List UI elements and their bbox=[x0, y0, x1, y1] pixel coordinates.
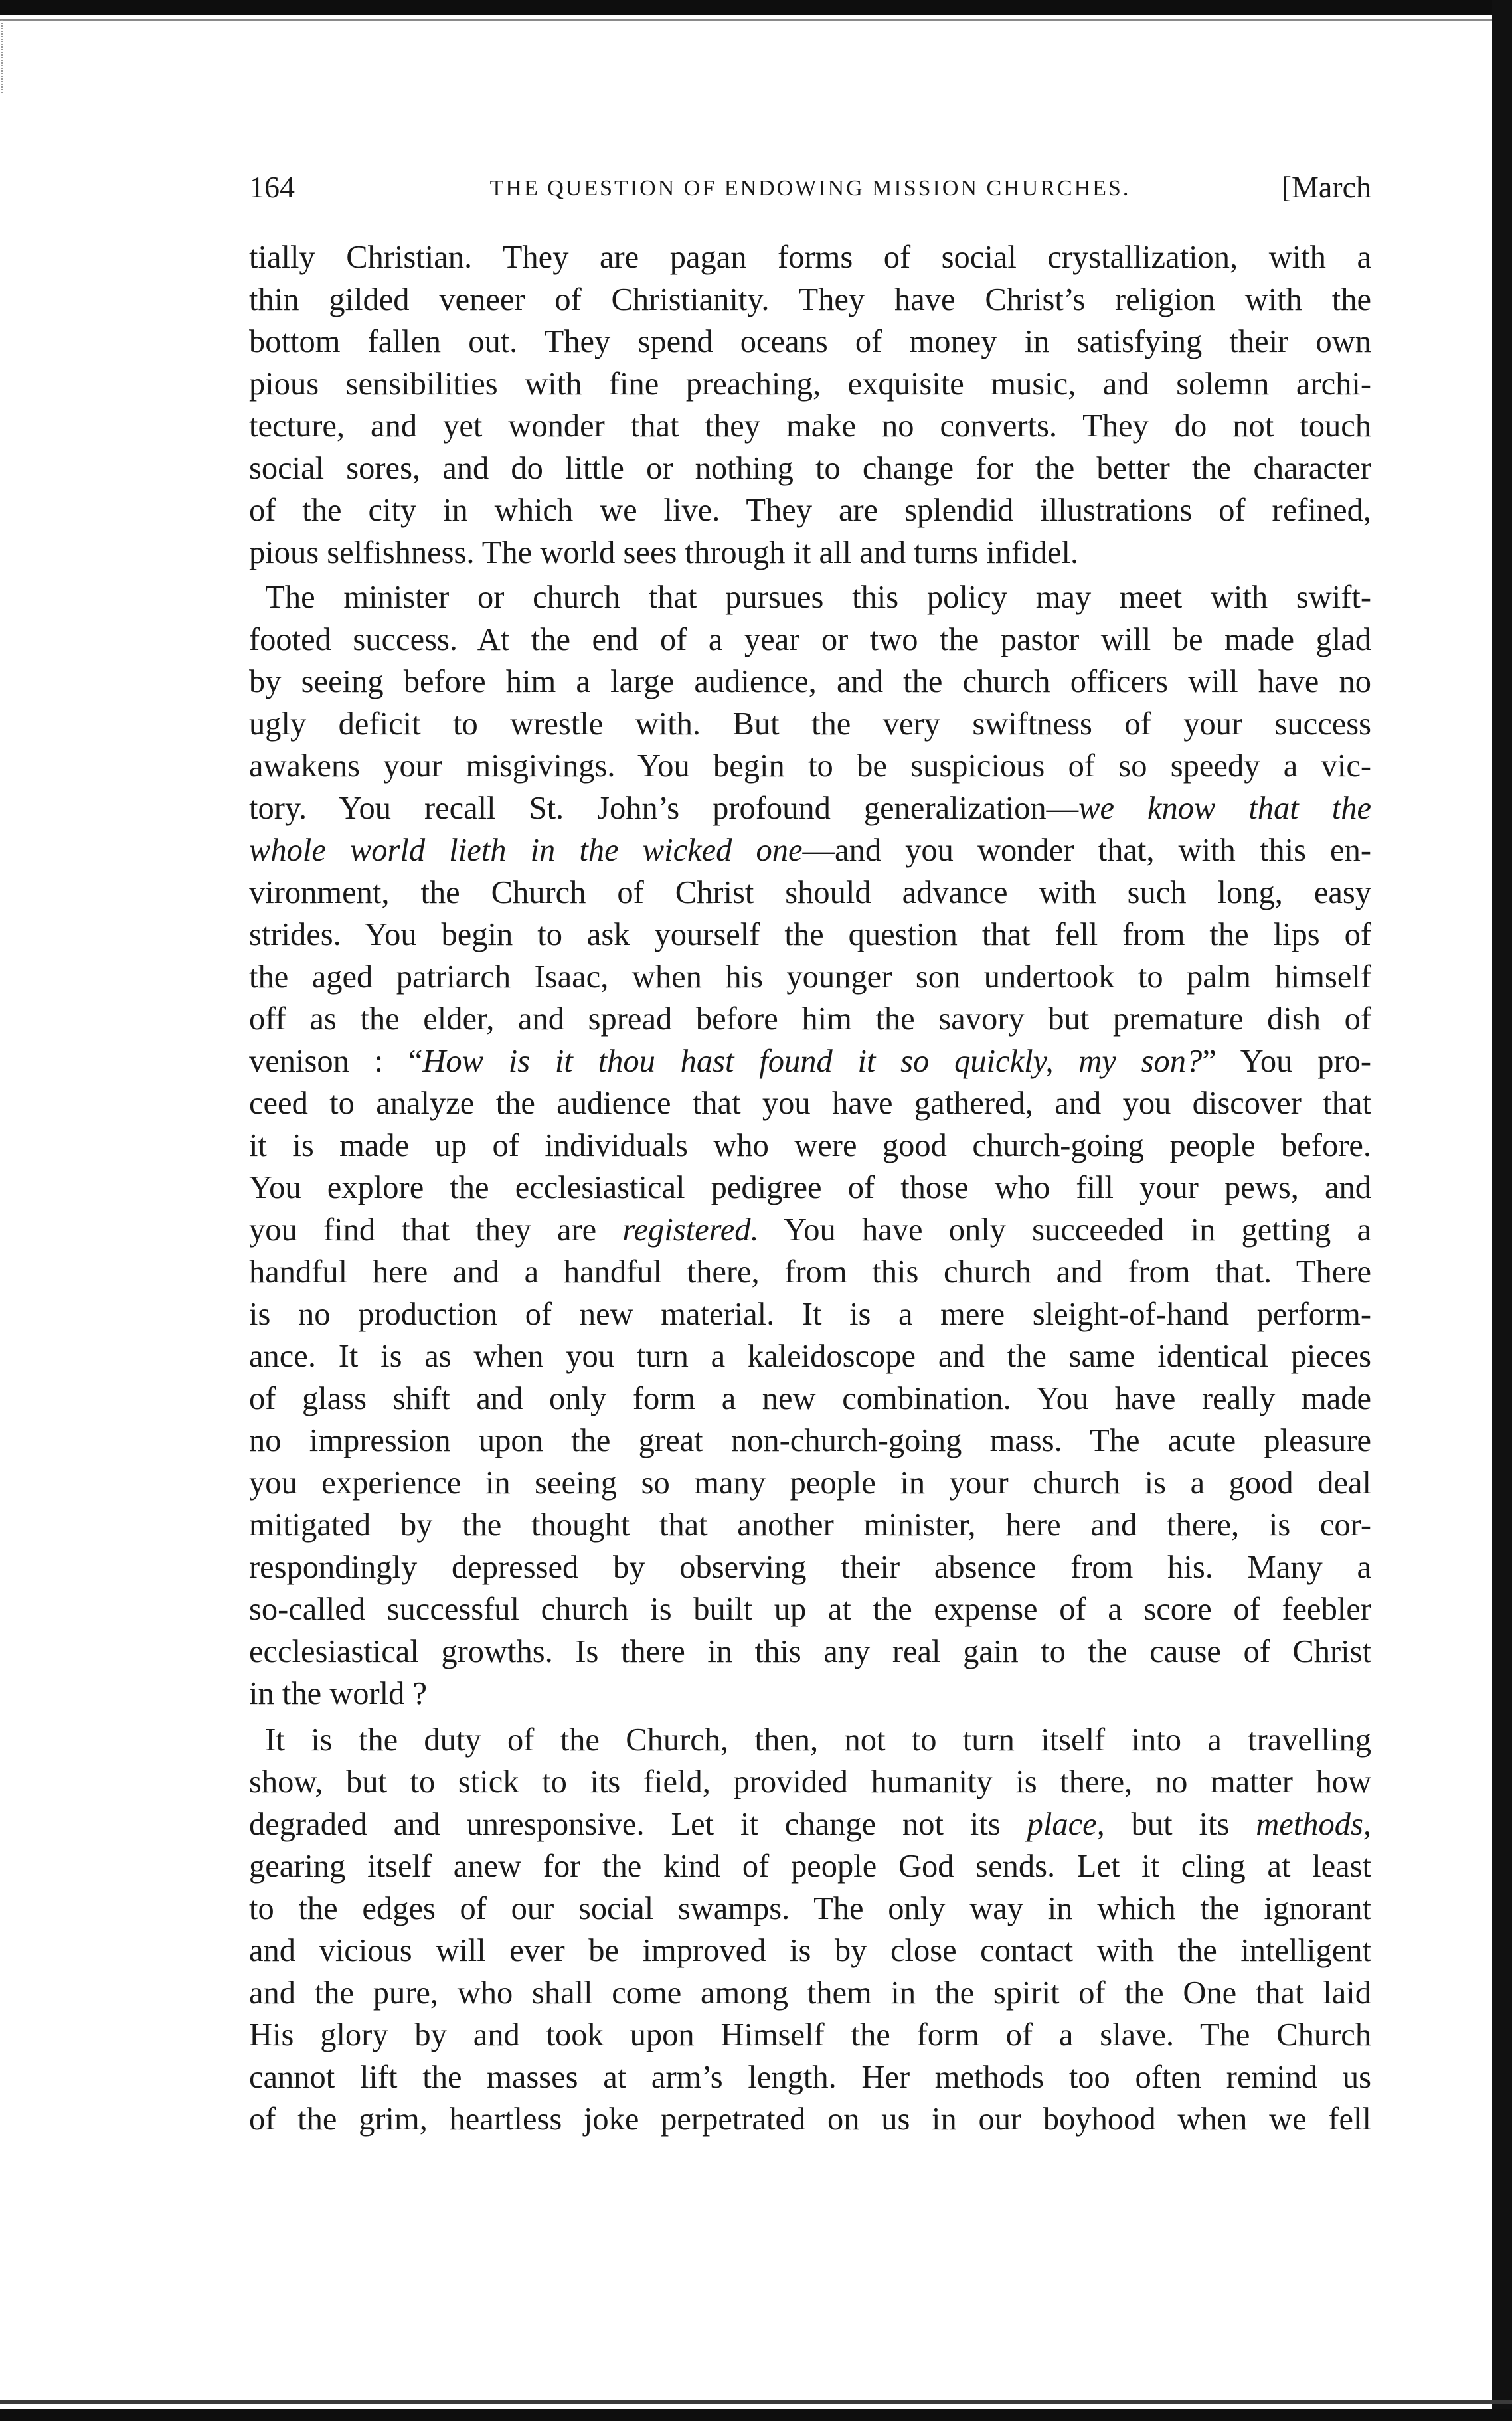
text-line: The minister or church that pursues this policy may meet with swift- bbox=[265, 580, 1371, 615]
text-line: pious sensibilities with fine preaching, exquisite music, and solemn archi- bbox=[249, 366, 1371, 402]
text-line: of the grim, heartless joke perpetrated on us in our boyhood when we fell bbox=[249, 2102, 1371, 2137]
text-line: in the world ? bbox=[249, 1676, 428, 1711]
paragraph bbox=[249, 1719, 1371, 2141]
text-line: strides. You begin to ask yourself the question that fell from the lips of bbox=[249, 917, 1371, 952]
text-line: ecclesiastical growths. Is there in this any real gain to the cause of Christ bbox=[249, 1633, 1371, 1669]
text-line: tially Christian. They are pagan forms of social crystallization, with a bbox=[249, 240, 1371, 275]
text-line: by seeing before him a large audience, and the church officers will have no bbox=[249, 664, 1371, 699]
text-line: His glory by and took upon Himself the form of a slave. The Church bbox=[249, 2017, 1371, 2052]
text-line: tecture, and yet wonder that they make no converts. They do not touch bbox=[249, 408, 1371, 444]
paragraph bbox=[249, 576, 1371, 1715]
text-line: awakens your misgivings. You begin to be suspicious of so speedy a vic- bbox=[249, 748, 1371, 784]
text-line: mitigated by the thought that another minister, here and there, is cor- bbox=[249, 1507, 1371, 1543]
body-text bbox=[249, 236, 1371, 2141]
running-month: [March bbox=[1281, 170, 1371, 204]
paragraph bbox=[249, 236, 1371, 574]
text-line: and vicious will ever be improved is by close contact with the intelligent bbox=[249, 1933, 1371, 1968]
text-line: social sores, and do little or nothing to change for the better the character bbox=[249, 450, 1371, 486]
text-line: gearing itself anew for the kind of people God sends. Let it cling at least bbox=[249, 1849, 1371, 1884]
text-line: ance. It is as when you turn a kaleidoscope and the same identical pieces bbox=[249, 1339, 1371, 1374]
text-line: whole world lieth in the wicked one—and you wonder that, with this en- bbox=[249, 833, 1371, 868]
text-line: it is made up of individuals who were good church-going people before. bbox=[249, 1127, 1371, 1163]
text-line: footed success. At the end of a year or two the pastor will be made glad bbox=[249, 622, 1371, 657]
running-title: THE QUESTION OF ENDOWING MISSION CHURCHES. bbox=[489, 176, 1131, 201]
text-line: no impression upon the great non-church-going mass. The acute pleasure bbox=[249, 1423, 1371, 1458]
text-line: off as the elder, and spread before him the savory but premature dish of bbox=[249, 1001, 1371, 1037]
text-line: is no production of new material. It is a mere sleight-of-hand perform- bbox=[249, 1296, 1371, 1332]
italic-word: registered. bbox=[622, 1212, 759, 1248]
italic-word: methods, bbox=[1256, 1806, 1371, 1842]
left-edge-specks bbox=[1, 20, 7, 93]
text-line: and the pure, who shall come among them in the spirit of the One that laid bbox=[249, 1975, 1371, 2011]
text-line: tory. You recall St. John’s profound generalization—we know that the bbox=[249, 790, 1371, 826]
text-line: You explore the ecclesiastical pedigree of those who fill your pews, and bbox=[249, 1170, 1371, 1205]
page-header bbox=[249, 167, 1371, 207]
text-line: venison : “How is it thou hast found it so quickly, my son?” You pro- bbox=[249, 1043, 1371, 1079]
text-line: you experience in seeing so many people in your church is a good deal bbox=[249, 1465, 1371, 1501]
text-line: to the edges of our social swamps. The only way in which the ignorant bbox=[249, 1890, 1371, 1926]
italic-quote: whole world lieth in the wicked one bbox=[249, 833, 803, 868]
text-line: ceed to analyze the audience that you have gathered, and you discover that bbox=[249, 1086, 1371, 1121]
italic-quote: we know that the bbox=[1078, 790, 1371, 826]
text-line: show, but to stick to its field, provided humanity is there, no matter how bbox=[249, 1764, 1371, 1799]
text-line: cannot lift the masses at arm’s length. Her methods too often remind us bbox=[249, 2059, 1371, 2095]
text-line: of glass shift and only form a new combination. You have really made bbox=[249, 1380, 1371, 1416]
text-line: handful here and a handful there, from this church and from that. There bbox=[249, 1254, 1371, 1290]
text-line: so-called successful church is built up at the expense of a score of feebler bbox=[249, 1592, 1371, 1627]
text-line: It is the duty of the Church, then, not to turn itself into a travelling bbox=[265, 1722, 1371, 1758]
italic-quote: How is it thou hast found it so quickly, my son? bbox=[422, 1043, 1203, 1079]
text-line: respondingly depressed by observing their absence from his. Many a bbox=[249, 1549, 1371, 1585]
text-line: the aged patriarch Isaac, when his younger son undertook to palm himself bbox=[249, 959, 1371, 995]
text-line: bottom fallen out. They spend oceans of money in satisfying their own bbox=[249, 324, 1371, 359]
text-line: pious selfishness. The world sees through it all and turns infidel. bbox=[249, 535, 1079, 570]
right-border-rule bbox=[1492, 0, 1512, 2421]
italic-word: place, bbox=[1027, 1806, 1105, 1842]
text-line: thin gilded veneer of Christianity. They have Christ’s religion with the bbox=[249, 282, 1371, 317]
text-line: you find that they are registered. You have only succeeded in getting a bbox=[249, 1212, 1371, 1248]
text-line: of the city in which we live. They are splendid illustrations of refined, bbox=[249, 493, 1371, 528]
bottom-border-rule bbox=[0, 2409, 1512, 2421]
text-line: degraded and unresponsive. Let it change not its place, but its methods, bbox=[249, 1806, 1371, 1842]
page-number: 164 bbox=[249, 170, 295, 204]
text-line: vironment, the Church of Christ should advance with such long, easy bbox=[249, 875, 1371, 910]
top-border-rule bbox=[0, 0, 1512, 15]
text-line: ugly deficit to wrestle with. But the very swiftness of your success bbox=[249, 706, 1371, 742]
